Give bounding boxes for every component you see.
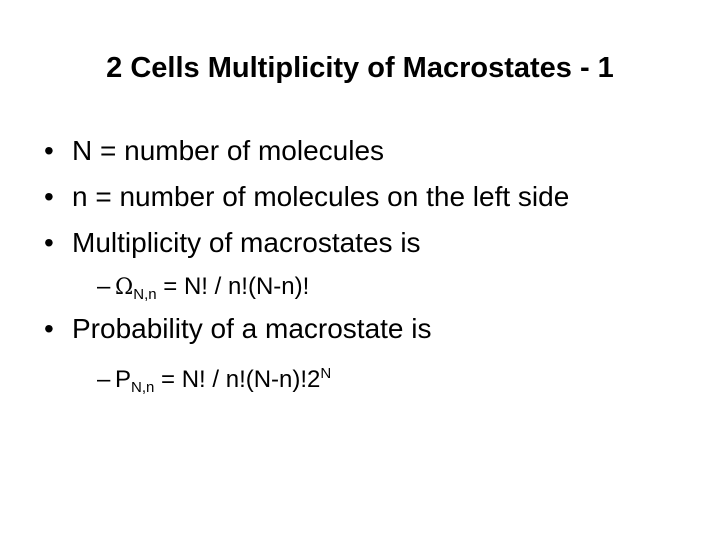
formula-superscript: N (320, 365, 332, 382)
bullet-marker: • (44, 313, 54, 344)
bullet-marker: • (44, 181, 54, 212)
bullet-text: Multiplicity of macrostates is (72, 227, 421, 258)
probability-formula (97, 359, 331, 403)
formula-expression: = N! / n!(N-n)! (156, 273, 310, 300)
bullet-item (44, 312, 432, 346)
bullet-item (44, 226, 421, 260)
bullet-marker: • (44, 227, 54, 258)
bullet-item (44, 134, 384, 168)
bullet-marker: • (44, 135, 54, 166)
omega-symbol: Ω (115, 275, 134, 300)
slide-title: 2 Cells Multiplicity of Macrostates - 1 (106, 52, 614, 84)
formula-subscript: N,n (133, 286, 157, 303)
multiplicity-formula (97, 272, 309, 310)
formula-expression: = N! / n!(N-n)!2 (154, 366, 321, 393)
formula-subscript: N,n (131, 379, 155, 396)
bullet-text: N = number of molecules (72, 135, 385, 166)
bullet-text: Probability of a macrostate is (72, 313, 432, 344)
dash-marker: – (97, 366, 111, 393)
bullet-item (44, 180, 569, 214)
bullet-text: n = number of molecules on the left side (72, 181, 570, 212)
probability-symbol: P (115, 366, 132, 393)
dash-marker: – (97, 273, 111, 300)
